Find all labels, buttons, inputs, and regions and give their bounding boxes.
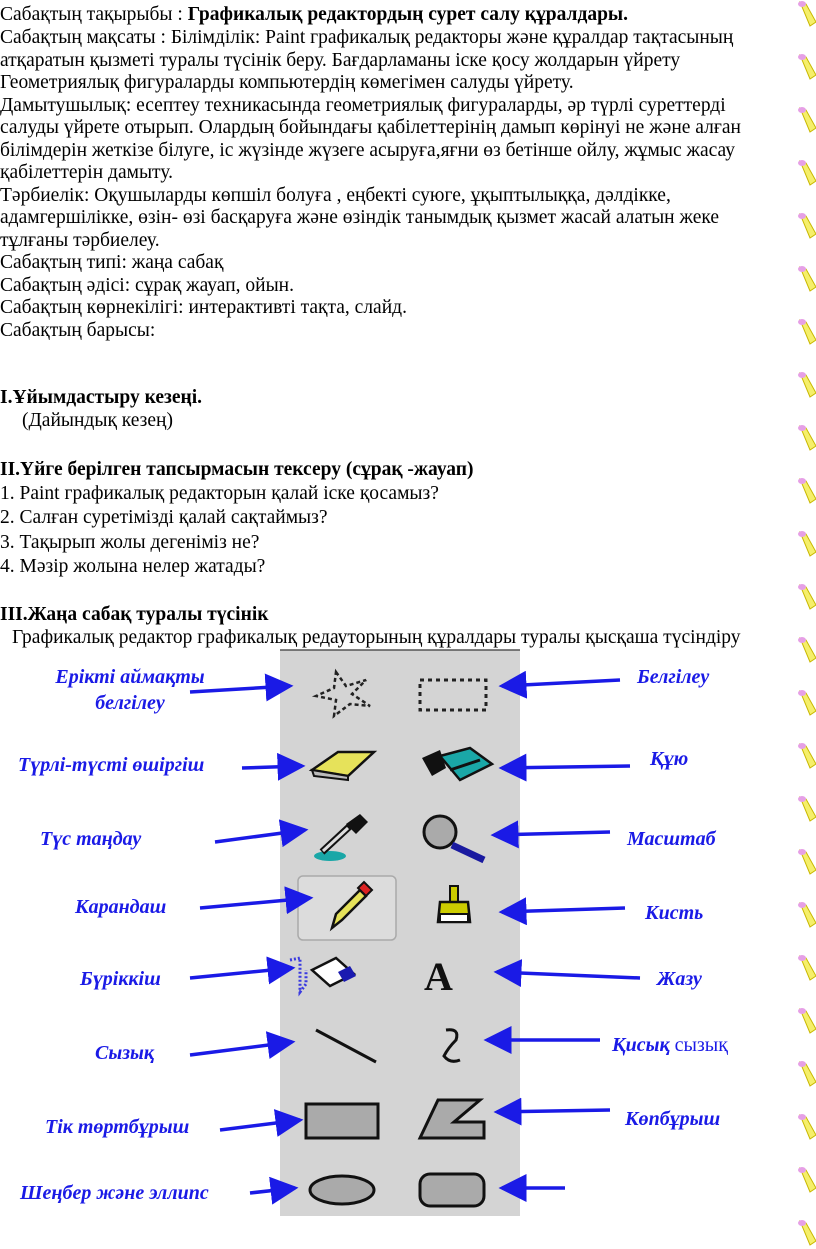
pencil-border-icon	[796, 477, 816, 507]
pencil-border-icon	[796, 265, 816, 295]
arrow	[502, 908, 625, 912]
pencil-border-icon	[796, 424, 816, 454]
arrow	[497, 1110, 610, 1112]
question-4: 4. Мәзір жолына нелер жатады?	[0, 556, 266, 577]
pencil-border-icon	[796, 1166, 816, 1196]
pencil-border-icon	[796, 159, 816, 189]
pencil-border-icon	[796, 583, 816, 613]
question-3: 3. Тақырып жолы дегеніміз не?	[0, 532, 260, 553]
label-curve: Қисық сызық	[612, 1034, 728, 1056]
arrow	[502, 766, 630, 768]
lesson-line: қабілеттерін дамыту.	[0, 162, 173, 183]
pencil-border-icon	[796, 1219, 816, 1249]
pencil-border-icon	[796, 1007, 816, 1037]
arrow	[242, 766, 302, 768]
pencil-border-icon	[796, 795, 816, 825]
pencil-border-icon	[796, 954, 816, 984]
lesson-line: Тәрбиелік: Оқушыларды көпшіл болуға , еңбекті суюге, ұқыптылыққа, дәлдікке,	[0, 184, 671, 206]
arrow	[190, 1042, 292, 1055]
lesson-line: Геометриялық фигураларды компьютердің көмегімен салуды үйрету.	[0, 72, 574, 93]
topic-title: Графикалық редактордың сурет салу құралдары.	[187, 4, 629, 25]
label-polygon: Көпбұрыш	[625, 1108, 721, 1130]
arrow	[190, 968, 292, 978]
label-eraser: Түрлі-түсті өшіргіш	[18, 754, 205, 776]
section3-title: III.Жаңа сабақ туралы түсінік	[0, 604, 269, 625]
lesson-line: Дамытушылық: есептеу техникасында геометриялық фигураларды, әр түрлі суреттерді	[0, 94, 726, 116]
lesson-line: тұлғаны тәрбиелеу.	[0, 229, 160, 251]
lesson-line: Сабақтың көрнекілігі: интерактивті тақта, слайд.	[0, 297, 407, 318]
pencil-border-icon	[796, 636, 816, 666]
pencil-border-icon	[796, 530, 816, 560]
question-2: 2. Салған суретімізді қалай сақтаймыз?	[0, 507, 328, 528]
pencil-border-icon	[796, 848, 816, 878]
lesson-line: Сабақтың барысы:	[0, 319, 156, 341]
lesson-line: атқаратын қызметі туралы түсінік беру. Бағдарламаны іске қосу жолдарын үйрету	[0, 49, 681, 71]
topic-label: Сабақтың тақырыбы :	[0, 4, 188, 25]
label-color-picker: Түс таңдау	[40, 828, 142, 850]
label-line: Сызық	[95, 1042, 155, 1064]
pencil-border-icon	[796, 1113, 816, 1143]
lesson-line: білімдерін жеткізе білуге, іс жүзінде жүзеге асыруға,яғни өз бетінше ойлу, жұмыс жасау	[0, 139, 735, 161]
label-magnifier: Масштаб	[627, 828, 716, 850]
lesson-line: салуды үйрете отырып. Олардың бойындағы қабілеттерінің дамып көрінуі не және алған	[0, 117, 741, 138]
pencil-border-icon	[796, 742, 816, 772]
lesson-line: адамгершілікке, өзін- өзі басқаруға және өзіндік танымдық қызмет жасай алатын жеке	[0, 207, 720, 228]
label-select: Белгілеу	[637, 666, 710, 688]
text-tool-icon: A	[424, 954, 453, 999]
pencil-border-icon	[796, 371, 816, 401]
pencil-border-icon	[796, 1060, 816, 1090]
lesson-line: Сабақтың типі: жаңа сабақ	[0, 252, 224, 273]
pencil-border-icon	[796, 212, 816, 242]
section3-intro: Графикалық редактор графикалық редауторының құралдары туралы қысқаша түсіндіру	[12, 627, 741, 648]
section2-title: II.Үйге берілген тапсырмасын тексеру (сұрақ -жауап)	[0, 459, 474, 480]
pencil-border-icon	[796, 53, 816, 83]
label-ellipse: Шеңбер және эллипс	[20, 1182, 209, 1204]
label-airbrush: Бүріккіш	[80, 968, 161, 990]
question-1: 1. Paint графикалық редакторын қалай іске қосамыз?	[0, 483, 439, 504]
rectangle-icon	[306, 1104, 378, 1138]
lesson-line: Сабақтың әдісі: сұрақ жауап, ойын.	[0, 274, 294, 296]
pencil-border-icon	[796, 0, 816, 30]
label-rectangle: Тік төртбұрыш	[45, 1116, 190, 1138]
ellipse-icon	[310, 1176, 374, 1204]
label-pencil: Карандаш	[75, 896, 167, 918]
label-fill: Құю	[650, 748, 689, 770]
section1-sub: (Дайындық кезең)	[22, 410, 173, 431]
pencil-border-icon	[796, 901, 816, 931]
pencil-border-icon	[796, 318, 816, 348]
pencil-border-icon	[796, 689, 816, 719]
label-brush: Кисть	[645, 902, 704, 924]
section1-title: I.Ұйымдастыру кезеңі.	[0, 387, 202, 408]
rounded-rectangle-icon	[420, 1174, 484, 1206]
label-text: Жазу	[657, 968, 702, 990]
label-free-select: Еріктi аймақты белгілеу	[55, 666, 205, 714]
pencil-border-icon	[796, 106, 816, 136]
lesson-line: Сабақтың мақсаты : Білімділік: Paint графикалық редакторы және құралдар тақтасының	[0, 27, 734, 48]
